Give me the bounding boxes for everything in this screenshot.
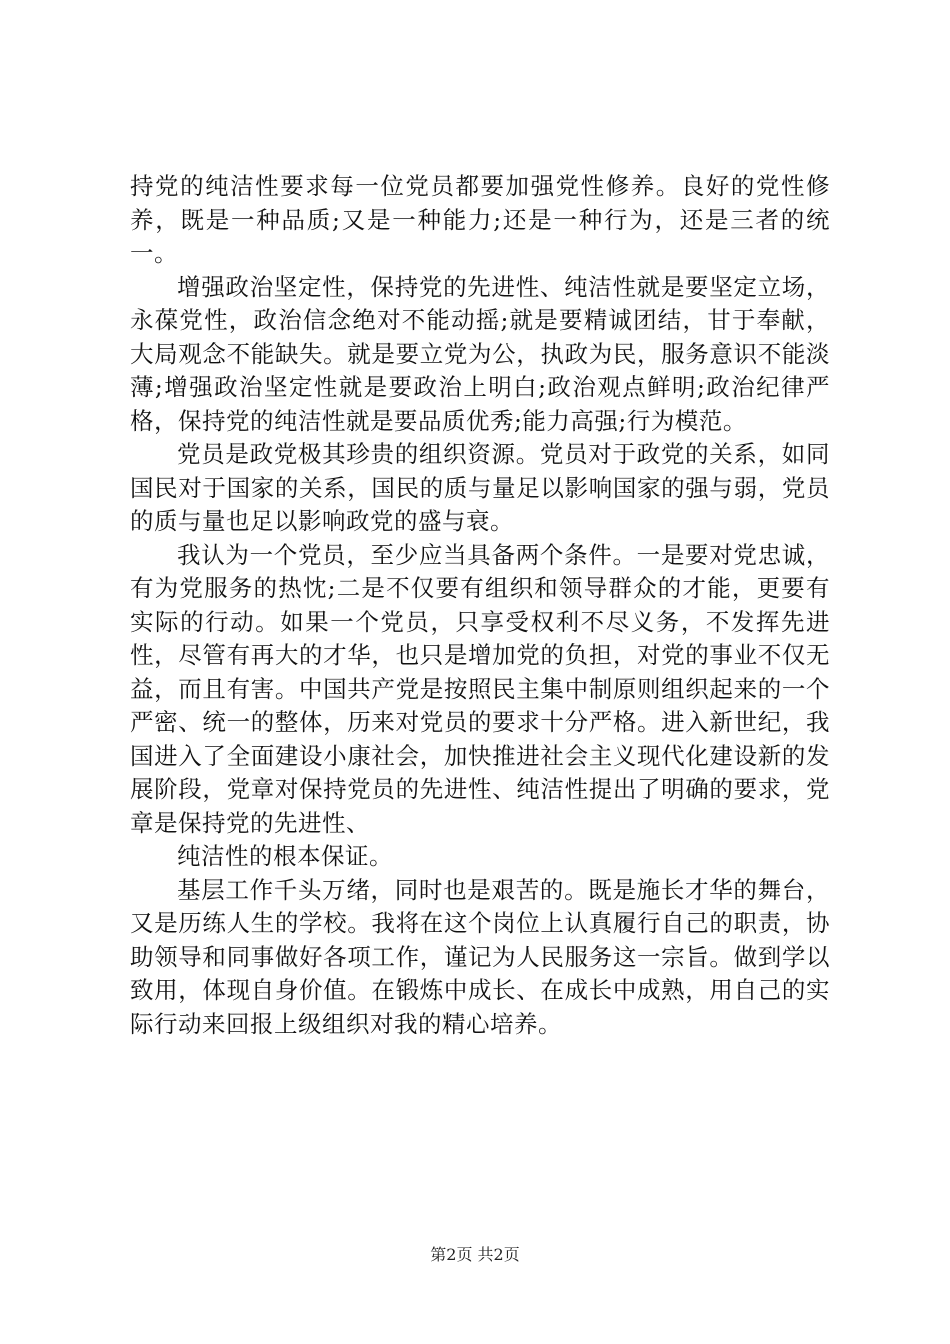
page-number-footer: 第2页 共2页 — [430, 1245, 520, 1264]
paragraph-1: 持党的纯洁性要求每一位党员都要加强党性修养。良好的党性修养，既是一种品质;又是一种能力;还是一种行为，还是三者的统一。 — [130, 172, 830, 267]
paragraph-2: 增强政治坚定性，保持党的先进性、纯洁性就是要坚定立场，永葆党性，政治信念绝对不能动摇;就是要精诚团结，甘于奉献，大局观念不能缺失。就是要立党为公，执政为民，服务意识不能淡薄;增强政治坚定性就是要政治上明白;政治观点鲜明;政治纪律严格，保持党的纯洁性就是要品质优秀;能力高强;行为模范。 — [130, 272, 830, 435]
paragraph-6: 基层工作千头万绪，同时也是艰苦的。既是施长才华的舞台，又是历练人生的学校。我将在这个岗位上认真履行自己的职责，协助领导和同事做好各项工作，谨记为人民服务这一宗旨。做到学以致用，体现自身价值。在锻炼中成长、在成长中成熟，用自己的实际行动来回报上级组织对我的精心培养。 — [130, 875, 830, 1038]
paragraph-5: 纯洁性的根本保证。 — [177, 842, 393, 870]
paragraph-3: 党员是政党极其珍贵的组织资源。党员对于政党的关系，如同国民对于国家的关系，国民的质与量足以影响国家的强与弱，党员的质与量也足以影响政党的盛与衰。 — [130, 440, 830, 535]
document-body — [130, 170, 830, 1041]
paragraph-4: 我认为一个党员，至少应当具备两个条件。一是要对党忠诚，有为党服务的热忱;二是不仅要有组织和领导群众的才能，更要有实际的行动。如果一个党员，只享受权利不尽义务，不发挥先进性，尽管有再大的才华，也只是增加党的负担，对党的事业不仅无益，而且有害。中国共产党是按照民主集中制原则组织起来的一个严密、统一的整体，历来对党员的要求十分严格。进入新世纪，我国进入了全面建设小康社会，加快推进社会主义现代化建设新的发展阶段，党章对保持党员的先进性、纯洁性提出了明确的要求，党章是保持党的先进性、 — [130, 540, 830, 837]
